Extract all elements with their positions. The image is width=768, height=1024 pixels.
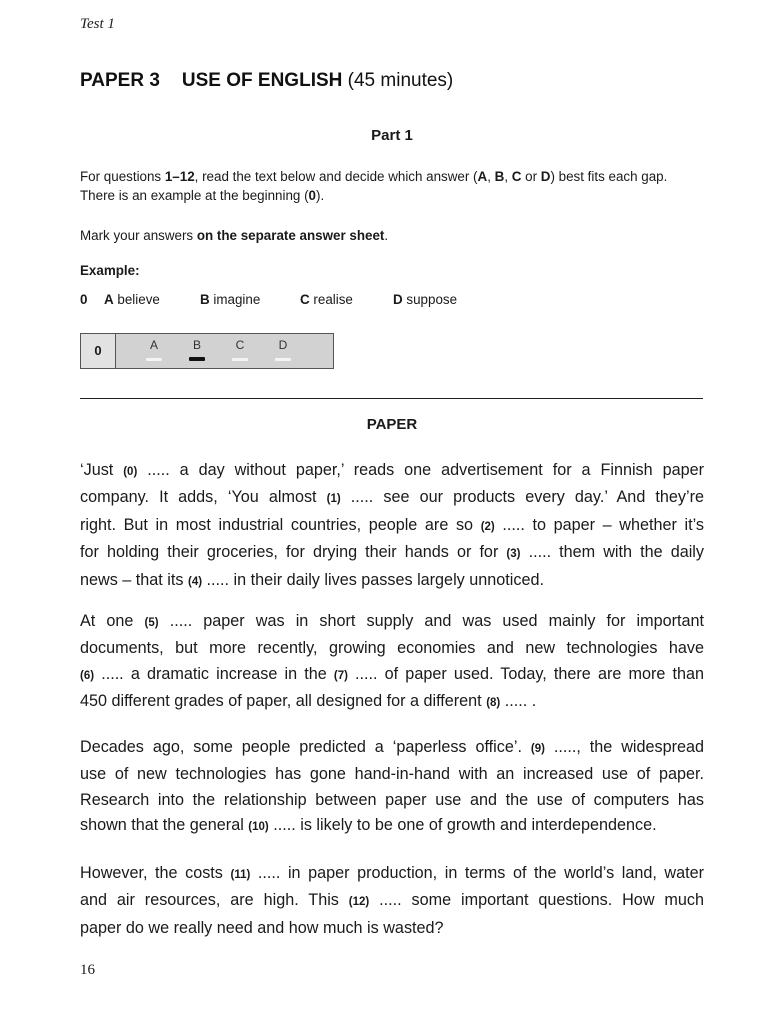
text-line [80, 636, 704, 661]
option-word: believe [117, 292, 160, 307]
page-number: 16 [80, 962, 95, 978]
text-segment: ..... them with the daily [520, 543, 704, 562]
option-letter: D [393, 292, 403, 307]
example-label: Example: [80, 263, 140, 278]
instr-text: There is an example at the beginning ( [80, 188, 309, 203]
text-segment: 450 different grades of paper, all designed for a different [80, 692, 487, 711]
gap-number: (11) [230, 869, 251, 881]
text-segment: ..... . [500, 692, 537, 711]
example-option-b [200, 292, 260, 307]
instr-text: . [384, 228, 389, 243]
gap-number: (10) [248, 821, 269, 834]
instr-opt: D [540, 169, 551, 184]
gap-number: (12) [348, 896, 370, 909]
text-line [80, 458, 704, 485]
text-segment: Research into the relationship between paper use and the use of computers has [80, 790, 704, 809]
instr-text: ) best fits each gap. [550, 169, 668, 184]
instr-range: 1–12 [164, 169, 195, 184]
instr-opt: B [494, 169, 505, 184]
example-option-a [104, 292, 160, 307]
instr-sep: or [521, 169, 541, 184]
text-segment: ....., the widespread [544, 738, 704, 756]
instr-text: For questions [80, 169, 165, 184]
text-line [80, 861, 704, 888]
text-line [80, 762, 704, 787]
text-segment: Decades ago, some people predicted a ‘paperless office’. [80, 738, 531, 756]
text-segment: documents, but more recently, growing economies and new technologies have [80, 639, 704, 658]
answer-sheet-letter-b: B [192, 338, 201, 352]
text-line [80, 540, 704, 567]
text-line [80, 609, 704, 636]
gap-number: (5) [144, 617, 159, 629]
text-line [80, 888, 704, 915]
answer-mark-b [189, 357, 205, 361]
paragraph-3 [80, 735, 704, 841]
text-segment: ..... see our products every day.’ And they’re [340, 488, 704, 507]
text-segment: At one [80, 612, 145, 630]
instr-sep: , [487, 169, 495, 184]
instr-opt: A [477, 169, 488, 184]
gap-number: (2) [480, 520, 495, 533]
paragraph-2 [80, 609, 704, 717]
text-segment: ..... in their daily lives passes largely unnoticed. [202, 570, 544, 589]
example-option-d [393, 292, 457, 307]
text-segment: shown that the general [80, 816, 249, 835]
paragraph-1 [80, 458, 704, 595]
part-heading: Part 1 [371, 127, 413, 144]
text-segment: However, the costs [80, 864, 231, 882]
paper-duration: (45 minutes) [347, 70, 454, 91]
text-line [80, 788, 704, 813]
text-segment: right. But in most industrial countries, people are so [80, 515, 481, 534]
example-answer-sheet [80, 333, 334, 369]
paragraph-4 [80, 861, 704, 941]
instr-text: , read the text below and decide which answer ( [194, 169, 478, 184]
answer-mark-c [232, 358, 248, 361]
option-word: suppose [406, 292, 458, 307]
text-title: PAPER [366, 416, 418, 433]
example-option-c [300, 292, 353, 307]
text-segment: use of new technologies has gone hand-in-hand with an increased use of paper. [80, 765, 704, 784]
answer-sheet-number: 0 [81, 334, 116, 368]
text-line [80, 485, 704, 512]
text-segment: ..... is likely to be one of growth and interdependence. [268, 816, 657, 835]
instr-example-num: 0 [308, 188, 316, 203]
option-word: realise [313, 292, 353, 307]
paper-number: PAPER 3 [80, 70, 160, 91]
text-segment: for holding their groceries, for drying their hands or for [80, 543, 507, 562]
text-segment: news – that its [80, 570, 188, 589]
option-letter: A [104, 292, 114, 307]
gap-number: (3) [506, 548, 521, 561]
mark-instruction [80, 226, 710, 245]
text-segment: company. It adds, ‘You almost [80, 488, 327, 507]
answer-mark-a [146, 358, 162, 361]
instructions [80, 167, 710, 205]
answer-sheet-letter-a: A [149, 338, 158, 352]
text-segment: paper do we really need and how much is wasted? [80, 918, 444, 937]
paper-title [80, 70, 453, 92]
gap-number: (8) [486, 697, 501, 710]
running-head: Test 1 [80, 16, 115, 32]
instr-emphasis: on the separate answer sheet [196, 228, 385, 243]
text-line [80, 735, 704, 762]
option-letter: C [300, 292, 310, 307]
instr-sep: , [504, 169, 512, 184]
text-line [80, 813, 704, 840]
gap-number: (0) [123, 466, 138, 478]
instr-text: Mark your answers [80, 228, 197, 243]
paper-subject: USE OF ENGLISH [181, 70, 343, 91]
example-number [80, 292, 87, 307]
gap-number: (9) [530, 743, 545, 755]
answer-sheet-letter-c: C [235, 338, 245, 352]
section-divider [80, 398, 703, 399]
text-segment: ..... some important questions. How much [369, 891, 704, 910]
text-line [80, 662, 704, 689]
text-segment: ..... a day without paper,’ reads one advertisement for a Finnish paper [137, 461, 704, 479]
text-line [80, 568, 704, 595]
gap-number: (4) [187, 575, 203, 588]
answer-sheet-letter-d: D [278, 338, 288, 352]
gap-number: (1) [326, 493, 341, 506]
option-word: imagine [213, 292, 261, 307]
example-num-text: 0 [80, 292, 88, 307]
option-letter: B [200, 292, 210, 307]
text-segment: ‘Just [80, 461, 124, 479]
text-segment: ..... a dramatic increase in the [94, 664, 334, 683]
answer-mark-d [275, 358, 291, 361]
text-segment: ..... paper was in short supply and was used mainly for important [158, 612, 704, 630]
instr-text: ). [315, 188, 325, 203]
text-segment: ..... to paper – whether it’s [494, 515, 704, 534]
gap-number: (7) [333, 669, 348, 682]
text-segment: ..... of paper used. Today, there are more than [347, 664, 704, 683]
instr-opt: C [511, 169, 522, 184]
text-line [80, 916, 704, 941]
gap-number: (6) [80, 669, 95, 682]
text-line [80, 513, 704, 540]
text-line [80, 689, 704, 716]
text-segment: ..... in paper production, in terms of the world’s land, water [250, 864, 704, 882]
text-segment: and air resources, are high. This [80, 891, 349, 910]
